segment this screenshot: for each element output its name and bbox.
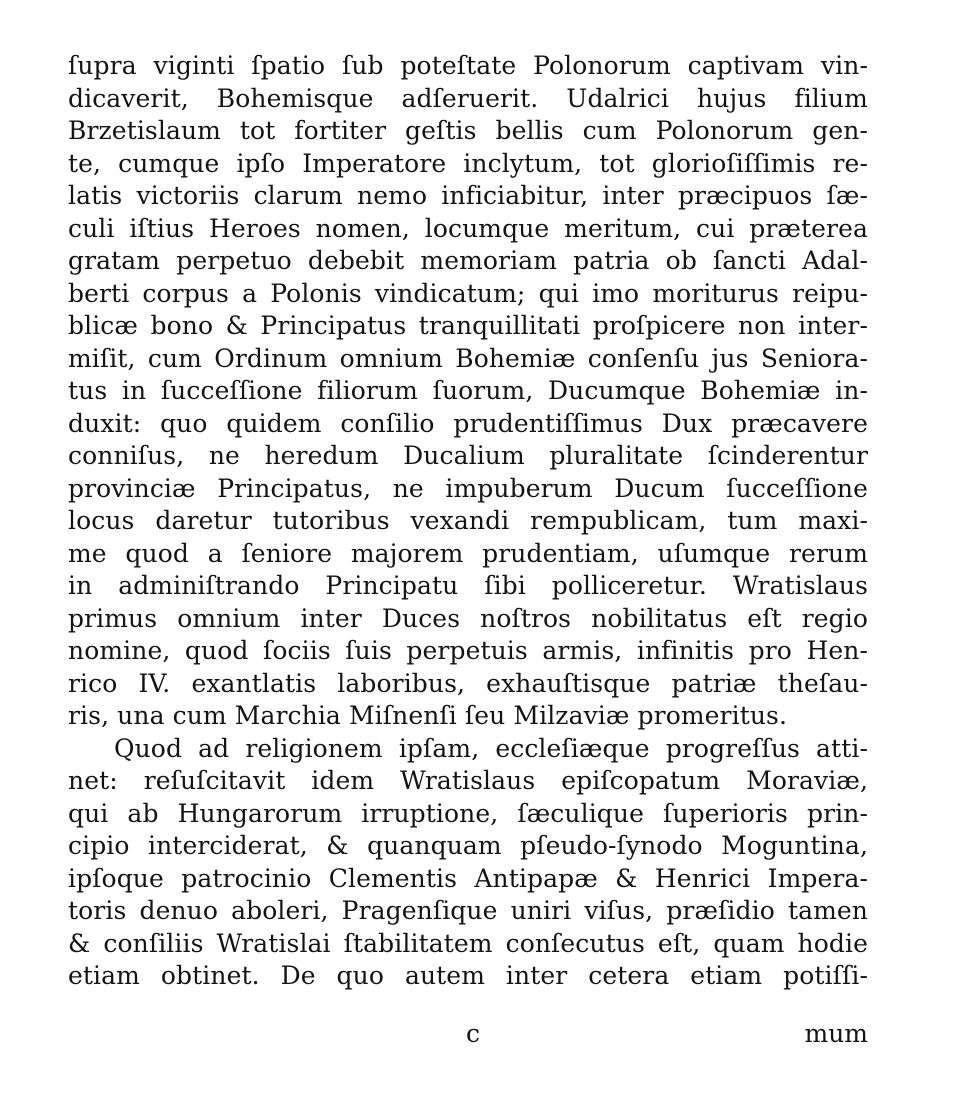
text-line: rico IV. exantlatis laboribus, exhauſtisque patriæ theſau- — [68, 668, 868, 698]
text-line: culi iſtius Heroes nomen, locumque meritum, cui præterea — [68, 213, 868, 243]
text-line: te, cumque ipſo Imperatore inclytum, tot glorioſiſſimis re- — [68, 148, 868, 178]
text-line: me quod a ſeniore majorem prudentiam, uſumque rerum — [68, 538, 868, 568]
catchword: mum — [804, 1019, 868, 1048]
text-line: & conſiliis Wratislai ſtabilitatem conſecutus eſt, quam hodie — [68, 928, 868, 958]
text-line: ipſoque patrocinio Clementis Antipapæ & Henrici Impera- — [68, 863, 868, 893]
text-line: qui ab Hungarorum irruptione, ſæculique ſuperioris prin- — [68, 798, 868, 828]
text-line: dicaverit, Bohemisque adſeruerit. Udalrici hujus filium — [68, 83, 868, 113]
paragraph-start-line: Quod ad religionem ipſam, eccleſiæque progreſſus atti- — [114, 733, 868, 763]
text-line: net: reſuſcitavit idem Wratislaus epiſcopatum Moraviæ, — [68, 766, 868, 795]
text-line: gratam perpetuo debebit memoriam patria ob ſancti Adal- — [68, 246, 868, 275]
text-line: primus omnium inter Duces noſtros nobilitatus eſt regio — [68, 603, 868, 633]
body-text — [68, 50, 868, 993]
paragraph-end-line: ris, una cum Marchia Miſnenſi ſeu Milzaviæ promeritus. — [68, 701, 788, 730]
text-line: tus in ſucceſſione filiorum ſuorum, Ducumque Bohemiæ in- — [68, 376, 868, 405]
text-line: Brzetislaum tot fortiter geſtis bellis cum Polonorum gen- — [68, 116, 868, 145]
signature-mark: c — [466, 1019, 481, 1048]
page-footer — [68, 1017, 868, 1051]
text-line: miſit, cum Ordinum omnium Bohemiæ conſenſu jus Seniora- — [68, 343, 868, 373]
text-line: conniſus, ne heredum Ducalium pluralitate ſcinderentur — [68, 441, 868, 470]
text-line: duxit: quo quidem conſilio prudentiſſimus Dux præcavere — [68, 408, 868, 438]
text-line: nomine, quod ſociis ſuis perpetuis armis, infinitis pro Hen- — [68, 636, 868, 665]
text-line: latis victoriis clarum nemo inficiabitur, inter præcipuos ſæ- — [68, 181, 868, 210]
text-line: provinciæ Principatus, ne impuberum Ducum ſucceſſione — [68, 473, 868, 503]
text-line: locus daretur tutoribus vexandi rempublicam, tum maxi- — [68, 506, 868, 535]
text-line: in adminiſtrando Principatu ſibi polliceretur. Wratislaus — [68, 571, 868, 600]
text-line: etiam obtinet. De quo autem inter cetera etiam potiſſi- — [68, 961, 868, 990]
text-line: berti corpus a Polonis vindicatum; qui imo moriturus reipu- — [68, 278, 868, 308]
text-line: cipio interciderat, & quanquam pſeudo-ſynodo Moguntina, — [68, 831, 868, 860]
text-line: toris denuo aboleri, Pragenſique uniri viſus, præſidio tamen — [68, 896, 868, 925]
text-line: blicæ bono & Principatus tranquillitati proſpicere non inter- — [68, 311, 868, 340]
text-line: ſupra viginti ſpatio ſub poteſtate Polonorum captivam vin- — [68, 51, 868, 80]
